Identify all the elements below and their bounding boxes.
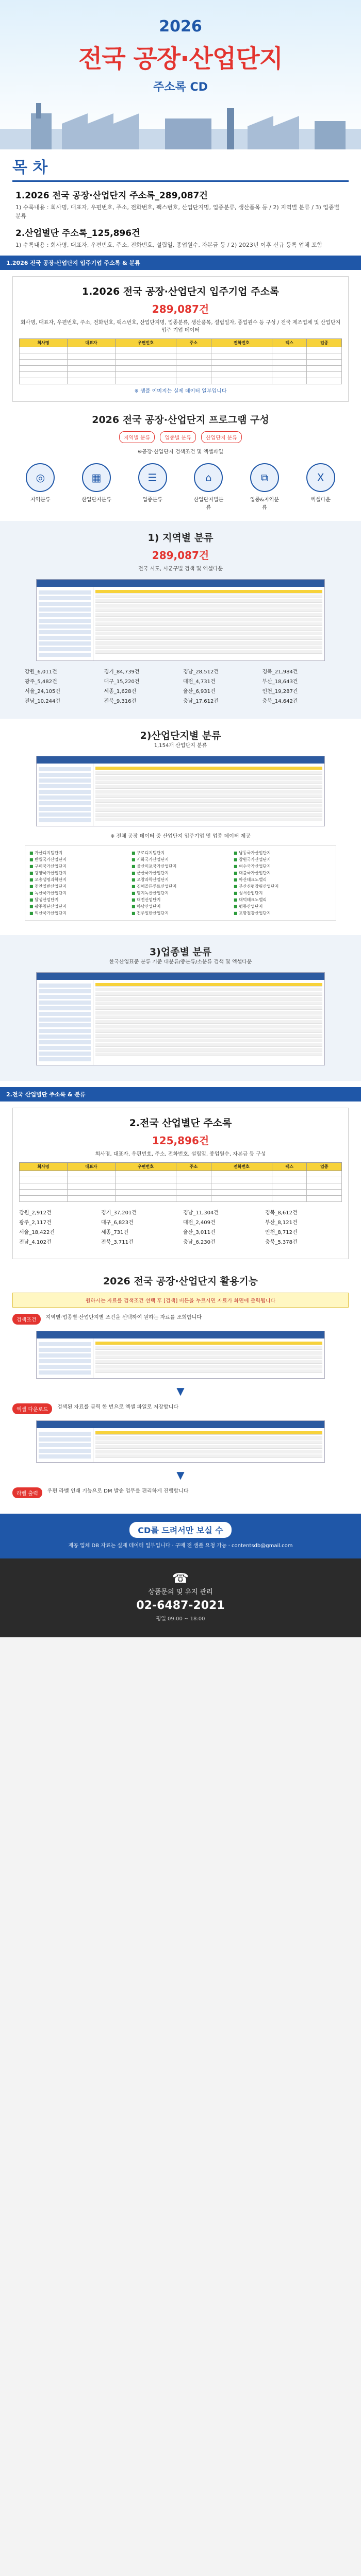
list-item: 전북_9,316건 (104, 699, 137, 705)
business-title: 3)업종별 분류 (149, 946, 212, 958)
list-item: ■ 오송생명과학단지 (29, 877, 127, 883)
feature-circle: X 엑셀다운 (305, 463, 336, 511)
list-item: ■ 광주첨단산업단지 (29, 904, 127, 909)
industry-count: 1,154개 산업단지 분류 (154, 743, 207, 749)
col-header: 팩스 (272, 339, 307, 347)
map-icon: ◎ (26, 463, 55, 492)
program-screenshot (36, 1331, 325, 1379)
table-row (20, 378, 342, 384)
business-region-list (19, 1208, 342, 1245)
list-item: ■ 구미국가산업단지 (29, 863, 127, 869)
step-text: 지역별·업종별·산업단지별 조건을 선택하여 원하는 자료를 조회합니다 (45, 1315, 202, 1321)
industry-note: ※ 전체 공장 데이터 중 산업단지 입주기업 및 업종 데이터 제공 (110, 834, 251, 840)
list-item: 강원_6,011건 (25, 669, 57, 675)
list-item: 충북_5,378건 (265, 1240, 298, 1246)
factory-address-title: 1.2026 전국 공장·산업단지 입주기업 주소록 (81, 286, 280, 298)
list-item: ■ 대덕테크노밸리 (234, 897, 332, 903)
footer-phone[interactable]: 02-6487-2021 (136, 1599, 225, 1613)
list-item: 서울_18,422건 (19, 1230, 55, 1236)
list-item: 경기_84,739건 (104, 669, 140, 675)
list-item: ■ 남동국가산업단지 (234, 850, 332, 856)
program-title: 2026 전국 공장·산업단지 프로그램 구성 (92, 414, 269, 426)
list-item: 충남_6,230건 (183, 1240, 216, 1246)
list-item: 대전_2,409건 (183, 1220, 216, 1226)
toc-item-1-desc: 1) 수록내용 : 회사명, 대표자, 우편번호, 주소, 전화번호, 팩스번호, 산업단지명, 업종분류, 생산품목 등 / 2) 지역별 분류 / 3) 업종별 분류 (15, 204, 340, 220)
program-screenshot (36, 972, 325, 1065)
list-item: 경남_28,512건 (183, 669, 219, 675)
list-item: ■ 평동산업단지 (234, 904, 332, 909)
excel-icon: X (306, 463, 335, 492)
col-header: 우편번호 (115, 339, 176, 347)
list-item: 세종_731건 (101, 1230, 129, 1236)
step-badge: 엑셀 다운로드 (12, 1403, 52, 1414)
region-panel (0, 521, 361, 719)
sample-caption: ※ 샘플 이미지는 실제 데이터 일부입니다 (134, 388, 227, 395)
list-item: ■ 울산미포국가산업단지 (132, 863, 229, 869)
list-item: 대전_4,731건 (183, 679, 216, 685)
toc-heading: 목 차 (12, 155, 349, 182)
list-item: 광주_2,117건 (19, 1220, 52, 1226)
list-item: ■ 대불국가산업단지 (234, 870, 332, 876)
list-item: 울산_6,931건 (183, 689, 216, 695)
hero-year: 2026 (159, 18, 202, 36)
list-item: 광주_5,482건 (25, 679, 57, 685)
region-title: 1) 지역별 분류 (147, 532, 214, 544)
list-item: ■ 오창과학산업단지 (132, 877, 229, 883)
list-item: 경기_37,201건 (101, 1210, 137, 1216)
list-item: 울산_3,011건 (183, 1230, 216, 1236)
list-item: 충북_14,642건 (262, 699, 298, 705)
function-step (12, 1487, 349, 1498)
list-item: ■ 포항철강산업단지 (234, 910, 332, 916)
table-row (20, 1190, 342, 1196)
list-item: ■ 성서산업단지 (234, 890, 332, 896)
list-item: 충남_17,612건 (183, 699, 219, 705)
list-item: ■ 아산테크노밸리 (234, 877, 332, 883)
program-section (12, 412, 349, 511)
function-tip: 원하시는 자료를 검색조건 선택 후 [검색] 버튼을 누르시면 자료가 화면에 출력됩니다 (12, 1293, 349, 1308)
list-item: 부산_18,643건 (262, 679, 298, 685)
toc-item-1[interactable] (15, 188, 346, 221)
list-item: ■ 군산국가산업단지 (132, 870, 229, 876)
list-item: ■ 녹산국가산업단지 (29, 890, 127, 896)
list-item: 전북_3,711건 (101, 1240, 134, 1246)
footer-hours: 평일 09:00 ~ 18:00 (156, 1616, 205, 1622)
col-header: 회사명 (20, 339, 68, 347)
program-screenshot (36, 756, 325, 826)
feature-circle: ⌂ 산업단지별분류 (193, 463, 224, 511)
table-row (20, 1171, 342, 1177)
list-item: ■ 여수국가산업단지 (234, 863, 332, 869)
list-item: 전남_4,102건 (19, 1240, 52, 1246)
hero-header (0, 0, 361, 149)
list-item: ■ 익산국가산업단지 (29, 910, 127, 916)
industry-panel (0, 719, 361, 935)
factory-icon: ⌂ (194, 463, 223, 492)
chip-region[interactable]: 지역별 분류 (119, 431, 155, 443)
feature-circle: ☰ 업종분류 (137, 463, 168, 511)
sample-table: 회사명 대표자 우편번호 주소 전화번호 팩스 업종 (19, 1162, 342, 1202)
list-item: 경남_11,304건 (183, 1210, 219, 1216)
section-bar-2: 2.전국 산업별단 주소록 & 분류 (0, 1087, 361, 1101)
list-item: ■ 대전산업단지 (132, 897, 229, 903)
program-screenshot (36, 1420, 325, 1463)
table-row (20, 1196, 342, 1202)
list-item: 대구_6,823건 (101, 1220, 134, 1226)
chip-complex[interactable]: 산업단지 분류 (201, 431, 242, 443)
program-screenshot (36, 579, 325, 661)
table-row (20, 360, 342, 366)
list-item: ■ 하남산업단지 (132, 904, 229, 909)
business-address-count: 125,896건 (152, 1134, 209, 1147)
step-text: 검색된 자료를 클릭 한 번으로 엑셀 파일로 저장합니다 (57, 1404, 178, 1411)
industry-complex-list (25, 845, 336, 921)
list-item: 인천_19,287건 (262, 689, 298, 695)
col-header: 대표자 (67, 339, 115, 347)
table-row (20, 1183, 342, 1190)
sample-banner (0, 1514, 361, 1558)
footer-label: 상품문의 및 유지 관리 (148, 1588, 213, 1597)
hero-subtitle: 주소록 CD (153, 81, 208, 94)
business-address-card (12, 1108, 349, 1259)
list-item: ■ 광양국가산업단지 (29, 870, 127, 876)
list-item: ■ 가산디지털단지 (29, 850, 127, 856)
toc-item-2[interactable] (15, 226, 346, 249)
toc-item-1-title: 1.2026 전국 공장·산업단지 주소록_289,087건 (15, 191, 208, 201)
chip-industry[interactable]: 업종별 분류 (160, 431, 195, 443)
list-icon: ☰ (138, 463, 167, 492)
col-header: 주소 (176, 339, 211, 347)
list-item: ■ 구로디지털단지 (132, 850, 229, 856)
list-item: ■ 전주일반산업단지 (132, 910, 229, 916)
arrow-down-icon: ▼ (176, 1469, 185, 1482)
step-badge: 검색조건 (12, 1314, 41, 1325)
list-item: 경북_21,984건 (262, 669, 298, 675)
region-count: 289,087건 (152, 549, 209, 562)
table-row (20, 347, 342, 353)
region-list (25, 667, 336, 704)
col-header: 업종 (307, 339, 342, 347)
region-note: 전국 시도, 시군구별 검색 및 엑셀다운 (138, 566, 223, 572)
step-badge: 라벨 출력 (12, 1487, 42, 1498)
list-item: 경북_8,612건 (265, 1210, 298, 1216)
function-title: 2026 전국 공장·산업단지 활용기능 (103, 1276, 258, 1287)
factory-address-count: 289,087건 (152, 303, 209, 316)
sample-title: CD를 드려서만 보실 수 (129, 1522, 231, 1538)
toc-item-2-title: 2.산업별단 주소록_125,896건 (15, 228, 140, 239)
program-link[interactable]: ※공장·산업단지 검색조건 및 엑셀파일 (138, 449, 223, 455)
footer (0, 1558, 361, 1637)
section-bar-1: 1.2026 전국 공장·산업단지 입주기업 주소록 & 분류 (0, 256, 361, 270)
list-item: ■ 천안일반산업단지 (29, 884, 127, 889)
list-item: 전남_10,244건 (25, 699, 60, 705)
step-text: 우편 라벨 인쇄 기능으로 DM 발송 업무를 편리하게 진행합니다 (47, 1488, 189, 1495)
list-item: 서울_24,105건 (25, 689, 60, 695)
business-panel (0, 935, 361, 1081)
business-address-note: 회사명, 대표자, 우편번호, 주소, 전화번호, 설립일, 종업원수, 자본금 등 구성 (95, 1151, 266, 1158)
feature-circle: ◎ 지역분류 (25, 463, 56, 511)
list-item: ■ 반월국가산업단지 (29, 857, 127, 862)
arrow-down-icon: ▼ (176, 1385, 185, 1398)
business-address-title: 2.전국 산업별단 주소록 (129, 1117, 232, 1129)
list-item: 부산_8,121건 (265, 1220, 298, 1226)
feature-circle: ⧉ 업종&지역분류 (249, 463, 280, 511)
list-item: ■ 부산신평장림산업단지 (234, 884, 332, 889)
table-row (20, 372, 342, 378)
list-item: 대구_15,220건 (104, 679, 140, 685)
table-row (20, 366, 342, 372)
business-note: 한국산업표준 분류 기준 대분류/중분류/소분류 검색 및 엑셀다운 (109, 959, 252, 965)
building-icon: ▦ (82, 463, 111, 492)
function-step (12, 1314, 349, 1325)
col-header: 전화번호 (211, 339, 272, 347)
sample-table (19, 338, 342, 384)
factory-address-card (12, 276, 349, 402)
list-item: 강원_2,912건 (19, 1210, 52, 1216)
list-item: ■ 창원국가산업단지 (234, 857, 332, 862)
list-item: ■ 달성산업단지 (29, 897, 127, 903)
table-row (20, 1177, 342, 1183)
list-item: ■ 명지녹산산업단지 (132, 890, 229, 896)
headset-icon: ☎ (172, 1571, 189, 1587)
hero-title: 전국 공장·산업단지 (78, 44, 283, 73)
list-item: ■ 시화국가산업단지 (132, 857, 229, 862)
sample-text: 제공 업체 DB 자료는 실제 데이터 일부입니다 · 구매 전 샘플 요청 가능 · contentsdb@gmail.com (68, 1543, 293, 1549)
filter-icon: ⧉ (250, 463, 279, 492)
industry-title: 2)산업단지별 분류 (140, 730, 221, 742)
factory-address-note: 회사명, 대표자, 우편번호, 주소, 전화번호, 팩스번호, 산업단지명, 업종분류, 생산품목, 설립일자, 종업원수 등 구성 / 전국 제조업체 및 산업단지 입주 기업 데이터 (20, 320, 341, 334)
list-item: 인천_8,712건 (265, 1230, 298, 1236)
feature-circle: ▦ 산업단지분류 (81, 463, 112, 511)
list-item: ■ 김해골든루트산업단지 (132, 884, 229, 889)
function-section (0, 1264, 361, 1514)
toc-item-2-desc: 1) 수록내용 : 회사명, 대표자, 우편번호, 주소, 전화번호, 설립일, 종업원수, 자본금 등 / 2) 2023년 이후 신규 등록 업체 포함 (15, 242, 323, 249)
function-step (12, 1403, 349, 1414)
table-row (20, 353, 342, 360)
list-item: 세종_1,628건 (104, 689, 137, 695)
factory-illustration-icon (0, 100, 361, 149)
